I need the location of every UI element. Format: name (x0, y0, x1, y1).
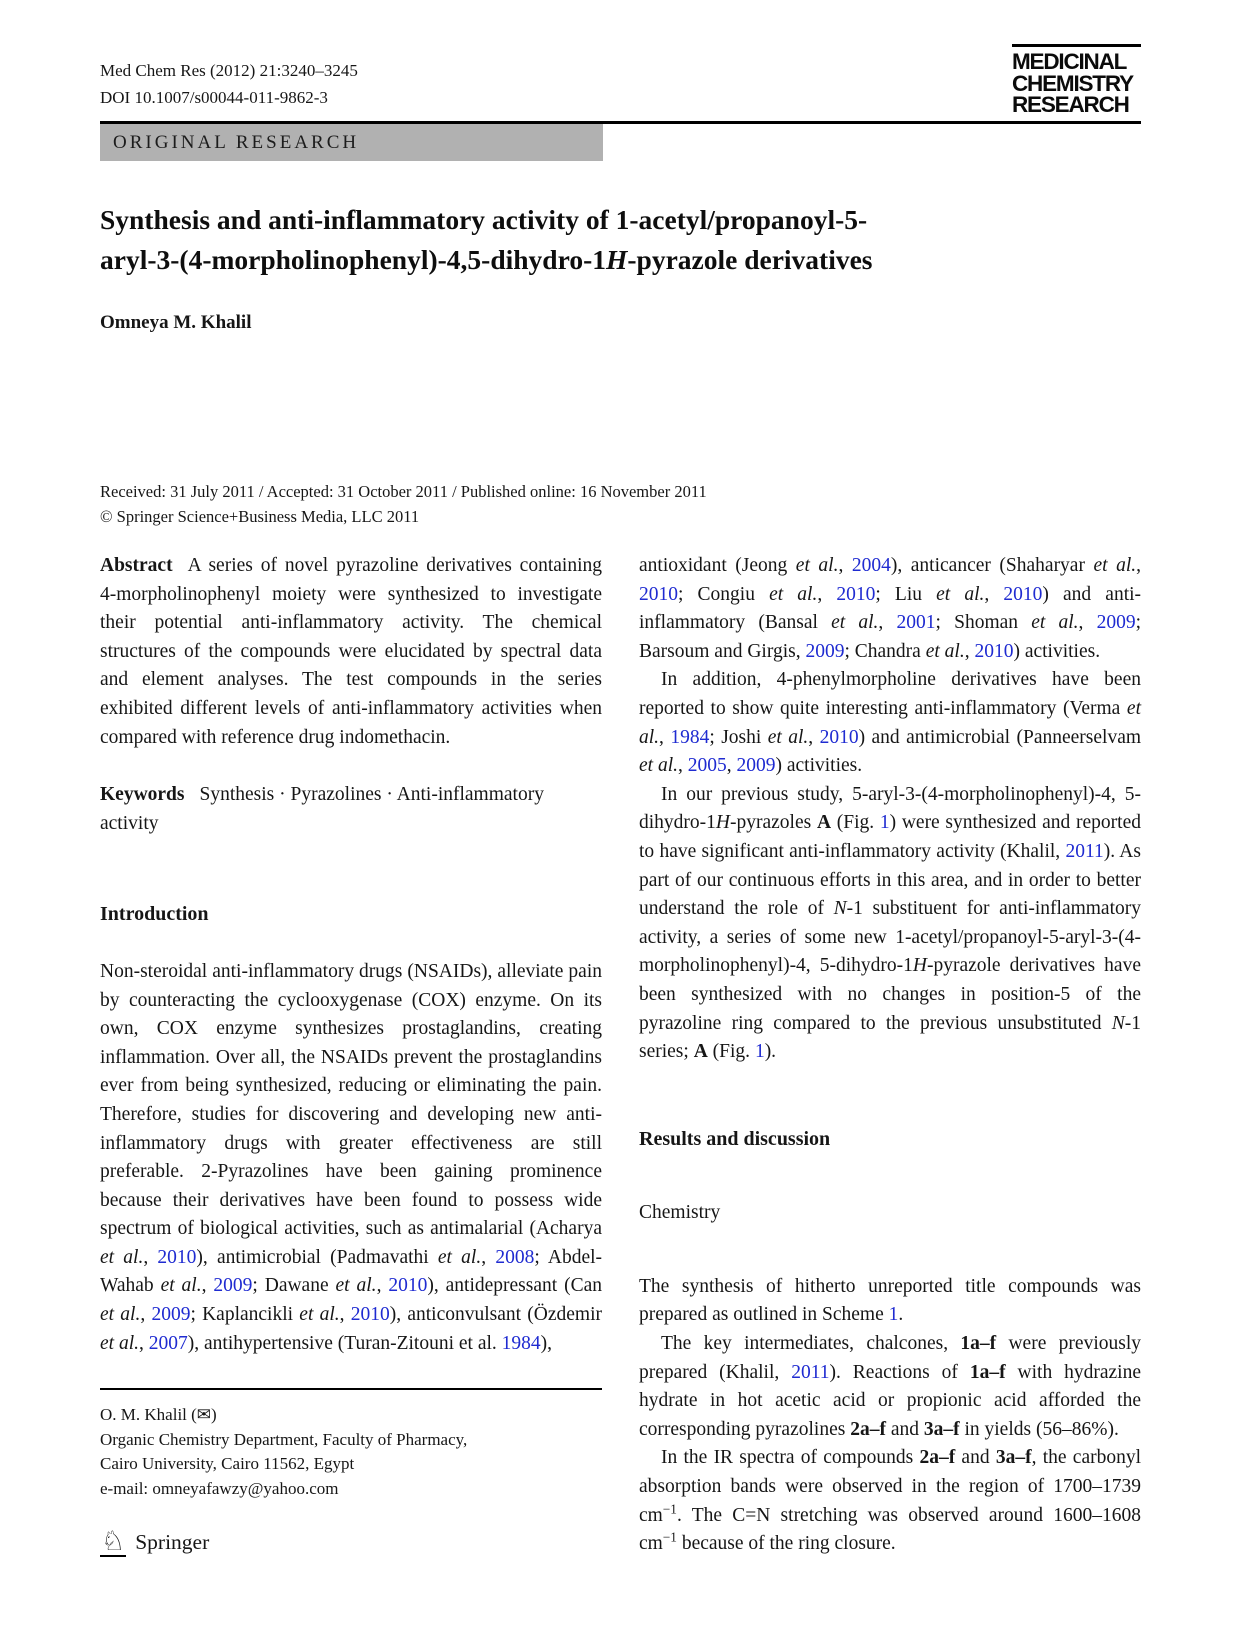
text-run: , (838, 555, 852, 576)
text-run: The synthesis of hitherto unreported title compounds was prepared as outlined in Scheme (639, 1275, 1141, 1326)
text-run: antioxidant (Jeong (639, 555, 796, 576)
text-run: ; Barsoum and Girgis, (639, 612, 1142, 662)
springer-label: Springer (135, 1530, 210, 1554)
text-run: and (885, 1418, 924, 1440)
text-run: ; Congiu (678, 583, 770, 605)
title-line-2 (100, 240, 1141, 280)
text-run: 1a–f (960, 1333, 997, 1355)
correspondence-address: Cairo University, Cairo 11562, Egypt (100, 1454, 355, 1474)
text-run: , (143, 1246, 158, 1268)
text-run: et al. (936, 583, 985, 605)
text-run: et al. (1093, 555, 1137, 576)
citation-link[interactable]: 2008 (495, 1246, 535, 1268)
text-run: , (481, 1246, 496, 1268)
results-heading: Results and discussion (639, 1127, 831, 1150)
citation-link[interactable]: 2010 (157, 1246, 197, 1268)
citation-link[interactable]: 1 (879, 812, 890, 834)
citation-link[interactable]: 2010 (1003, 583, 1043, 605)
text-run: , (659, 726, 671, 748)
text-run: et al. (100, 1332, 139, 1354)
copyright-line: © Springer Science+Business Media, LLC 2011 (100, 507, 420, 526)
citation-link[interactable]: 1984 (670, 726, 710, 748)
journal-citation: Med Chem Res (2012) 21:3240–3245 (100, 61, 358, 80)
text-run: H (715, 812, 730, 834)
page-title (100, 200, 1141, 280)
text-run: The key intermediates, chalcones, (661, 1333, 961, 1355)
correspondence-dept: Organic Chemistry Department, Faculty of Pharmacy, (100, 1429, 468, 1449)
text-run: (Fig. (831, 812, 880, 834)
title-line-1 (100, 200, 1141, 240)
text-run: et al. (437, 1246, 482, 1268)
author-name: Omneya M. Khalil (100, 312, 252, 333)
body-paragraph-1 (639, 552, 1141, 666)
text-run: -1 substituent for anti-inflammatory activity, a series of some new 1-acetyl/propanoyl-5-aryl-3-(4-morpholinophenyl)-4, 5-dihydro-1 (639, 898, 1141, 977)
text-run: Abstract (100, 555, 173, 576)
citation-link[interactable]: 2011 (1065, 840, 1104, 862)
text-run: , (878, 612, 897, 634)
article-history (100, 479, 707, 529)
correspondence-author: O. M. Khalil (✉) (100, 1405, 217, 1425)
text-run: , (139, 1332, 149, 1354)
text-run: ; Liu (875, 583, 937, 605)
text-run: Synthesis · Pyrazolines · Anti-inflammatory activity (100, 784, 544, 834)
chemistry-subheading: Chemistry (639, 1202, 721, 1224)
text-run: , (984, 583, 1004, 605)
citation-link[interactable]: 1984 (501, 1332, 541, 1354)
text-run: ), (540, 1332, 553, 1354)
body-paragraph-3 (639, 781, 1141, 1067)
text-run: ) activities. (1013, 640, 1101, 662)
text-run: ) activities. (775, 755, 863, 777)
springer-logo (100, 1528, 209, 1557)
text-run: ; Kaplancikli (190, 1304, 300, 1326)
text-run: et al. (769, 583, 818, 605)
citation-link[interactable]: 2009 (1096, 612, 1136, 634)
citation-link[interactable]: 2010 (974, 640, 1014, 662)
text-run: A (693, 1041, 708, 1063)
introduction-paragraph (100, 958, 602, 1358)
citation-link[interactable]: 2010 (350, 1304, 390, 1326)
text-run: , (201, 1275, 214, 1297)
citation-link[interactable]: 2007 (148, 1332, 188, 1354)
article-type-banner: ORIGINAL RESEARCH (100, 124, 603, 161)
text-run: were previously prepared (Khalil, (639, 1333, 1141, 1383)
citation-link[interactable]: 1 (754, 1041, 765, 1063)
text-run: ). Reactions of (829, 1361, 970, 1383)
citation-link[interactable]: 1 (888, 1304, 899, 1326)
text-run: , (1078, 612, 1097, 634)
text-run: , (817, 583, 837, 605)
text-run: et al. (767, 726, 809, 748)
left-column (100, 552, 602, 1559)
text-run: In addition, 4-phenylmorpholine derivatives have been reported to show quite interesting anti-inflammatory (Verma (639, 669, 1141, 719)
body-paragraph-2 (639, 666, 1141, 780)
two-column-body (100, 552, 1141, 1559)
body-paragraph-5 (639, 1330, 1141, 1444)
text-run: ), antimicrobial (Padmavathi (196, 1246, 438, 1268)
journal-logo-line-2: CHEMISTRY (1012, 70, 1133, 96)
text-run: ; Abdel-Wahab (100, 1246, 603, 1297)
text-run: H (912, 955, 927, 977)
text-run: In the IR spectra of compounds (661, 1447, 920, 1469)
citation-link[interactable]: 2010 (819, 726, 859, 748)
text-run: (Fig. (707, 1041, 755, 1063)
text-run: . The C=N stretching was observed around 1600–1608 cm (639, 1504, 1141, 1555)
text-run: −1 (662, 1501, 677, 1517)
journal-logo (1012, 44, 1141, 116)
text-run: ; Shoman (935, 612, 1032, 634)
text-run: -1 series; (639, 1012, 1141, 1063)
springer-knight-icon: ♘ (101, 1526, 126, 1556)
text-run: et al. (100, 1304, 141, 1326)
citation-link[interactable]: 2009 (736, 755, 776, 777)
text-run: ), antihypertensive (Turan-Zitouni et al. (187, 1332, 502, 1354)
text-run: ; Joshi (709, 726, 768, 748)
keywords-paragraph (100, 781, 602, 838)
text-run: -pyrazoles (730, 812, 817, 834)
text-run: and (955, 1447, 996, 1469)
text-run: ; Chandra (844, 640, 926, 662)
citation-link[interactable]: 2010 (639, 583, 678, 605)
citation-link[interactable]: 2011 (791, 1361, 830, 1383)
received-line: Received: 31 July 2011 / Accepted: 31 October 2011 / Published online: 16 November 2011 (100, 482, 707, 501)
text-run: et al. (639, 697, 1141, 748)
citation-link[interactable]: 2001 (896, 612, 936, 634)
correspondence-email[interactable]: e-mail: omneyafawzy@yahoo.com (100, 1478, 339, 1498)
text-run: 3a–f (995, 1447, 1032, 1469)
text-run: , (678, 755, 688, 777)
abstract-paragraph (100, 552, 602, 752)
text-run: , (964, 640, 975, 662)
text-run: . (898, 1304, 904, 1326)
text-run: 2a–f (919, 1447, 956, 1469)
text-run: N (1111, 1012, 1125, 1034)
text-run: et al. (831, 612, 879, 634)
text-run: , (1136, 555, 1142, 576)
citation-link[interactable]: 2005 (687, 755, 727, 777)
text-run: 1a–f (969, 1361, 1006, 1383)
body-paragraph-4 (639, 1273, 1141, 1330)
text-run: 2a–f (850, 1418, 886, 1440)
text-run: ). (764, 1041, 777, 1063)
text-run: ) were synthesized and reported to have significant anti-inflammatory activity (Khalil, (639, 812, 1141, 862)
text-run: , (339, 1304, 351, 1326)
body-paragraph-6 (639, 1444, 1141, 1558)
citation-link[interactable]: 2009 (151, 1304, 191, 1326)
journal-logo-line-1: MEDICINAL (1012, 49, 1127, 74)
text-run: 3a–f (923, 1418, 960, 1440)
text-run: ) and antimicrobial (Panneerselvam (858, 726, 1142, 748)
text-run: -pyrazole derivatives (627, 244, 873, 275)
text-run: ; Dawane (252, 1275, 336, 1297)
text-run: , (140, 1304, 152, 1326)
text-run: with hydrazine hydrate in hot acetic acid or propionic acid afforded the corresponding pyrazolines (639, 1361, 1142, 1440)
citation-link[interactable]: 2004 (851, 555, 891, 576)
citation-link[interactable]: 2009 (805, 640, 845, 662)
right-column (639, 552, 1141, 1559)
text-run: , (726, 755, 737, 777)
text-run: −1 (662, 1529, 677, 1545)
introduction-heading: Introduction (100, 903, 209, 926)
text-run: ), anticonvulsant (Özdemir (389, 1304, 603, 1326)
text-run: Keywords (100, 784, 185, 806)
journal-logo-line-3: RESEARCH (1012, 92, 1129, 117)
citation-link[interactable]: 2010 (836, 583, 876, 605)
text-run: , the carbonyl absorption bands were observed in the region of 1700–1739 cm (639, 1447, 1142, 1526)
text-run: In our previous study, 5-aryl-3-(4-morpholinophenyl)-4, 5-dihydro-1 (639, 783, 1141, 834)
text-run: Synthesis and anti-inflammatory activity of 1-acetyl/propanoyl-5- (100, 204, 868, 235)
text-run: et al. (160, 1275, 202, 1297)
text-run: , (808, 726, 820, 748)
text-run: Non-steroidal anti-inflammatory drugs (NSAIDs), alleviate pain by counteracting the cyclooxygenase (COX) enzyme. On its own, COX enzyme synthesizes prostaglandins, creating inflammation. Over all, the NSAIDs prevent the prostaglandins ever from being synthesized, reducing or eliminating the pain. Therefore, studies for discovering and developing new anti-inflammatory drugs with greater effectiveness are still preferable. 2-Pyrazolines have been gaining prominence because their derivatives have been found to possess wide spectrum of biological activities, such as antimalarial (Acharya (100, 960, 602, 1240)
text-run: et al. (335, 1275, 377, 1297)
text-run: in yields (56–86%). (959, 1418, 1119, 1440)
text-run: N (833, 898, 847, 920)
text-run: ), antidepressant (Can (427, 1275, 603, 1297)
text-run: ). As part of our continuous efforts in this area, and in order to better understand the role of (639, 840, 1141, 920)
text-run: et al. (639, 755, 678, 777)
text-run: aryl-3-(4-morpholinophenyl)-4,5-dihydro-1 (100, 244, 606, 275)
text-run: A (816, 812, 832, 834)
text-run: A series of novel pyrazoline derivatives containing 4-morpholinophenyl moiety were synthesized to investigate their potential anti-inflammatory activity. The chemical structures of the compounds were elucidated by spectral data and element analyses. The test compounds in the series exhibited different levels of anti-inflammatory activities when compared with reference drug indomethacin. (100, 555, 602, 748)
citation-link[interactable]: 2010 (388, 1275, 428, 1297)
text-run: et al. (100, 1246, 144, 1268)
text-run: because of the ring closure. (676, 1533, 896, 1555)
citation-link[interactable]: 2009 (213, 1275, 253, 1297)
correspondence-footnote (100, 1388, 602, 1501)
text-run: et al. (795, 555, 839, 576)
text-run: et al. (925, 640, 965, 662)
text-run: , (376, 1275, 389, 1297)
text-run: H (605, 244, 628, 275)
text-run: et al. (1031, 612, 1079, 634)
text-run: et al. (299, 1304, 340, 1326)
text-run: ) and anti-inflammatory (Bansal (639, 583, 1142, 634)
doi-text: DOI 10.1007/s00044-011-9862-3 (100, 88, 328, 107)
text-run: ), anticancer (Shaharyar (890, 555, 1094, 576)
text-run: -pyrazole derivatives have been synthesized with no changes in position-5 of the pyrazoline ring compared to the previous unsubstituted (639, 955, 1141, 1034)
